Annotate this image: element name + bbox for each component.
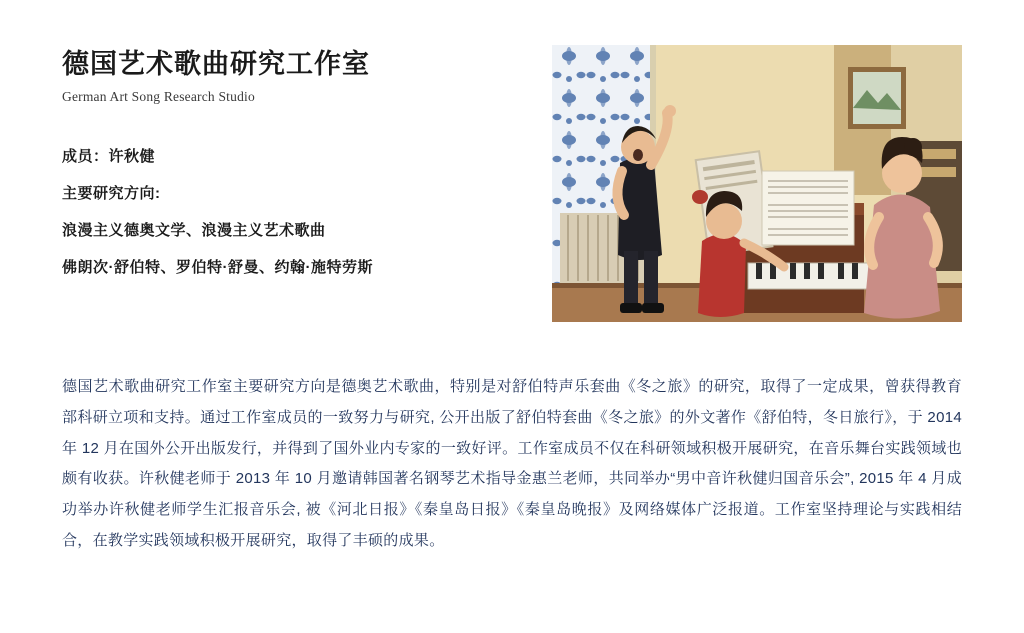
page-title: 德国艺术歌曲研究工作室 [62,49,370,79]
studio-photo-illustration [552,45,962,322]
meta-line-composers: 佛朗次·舒伯特、罗伯特·舒曼、约翰·施特劳斯 [62,258,373,276]
page-subtitle: German Art Song Research Studio [62,88,255,104]
meta-line-member: 成员：许秋健 [62,147,156,165]
meta-line-research-areas: 浪漫主义德奥文学、浪漫主义艺术歌曲 [62,221,326,239]
meta-line-research-heading: 主要研究方向: [62,184,161,202]
body-paragraph: 德国艺术歌曲研究工作室主要研究方向是德奥艺术歌曲，特别是对舒伯特声乐套曲《冬之旅》的研究，取得了一定成果，曾获得教育部科研立项和支持。通过工作室成员的一致努力与研究, 公开出版了舒伯特套曲《冬之旅》的外文著作《舒伯特，冬日旅行》，于 2014 年 12 月在国外公开出版发行，并得到了国外业内专家的一致好评。工作室成员不仅在科研领域积极开展研究，在音乐舞台实践领域也颇有收获。许秋健老师于 2013 年 10 月邀请韩国著名钢琴艺术指导金惠兰老师，共同举办“男中音许秋健归国音乐会”, 2015 年 4 月成功举办许秋健老师学生汇报音乐会, 被《河北日报》《秦皇岛日报》《秦皇岛晚报》及网络媒体广泛报道。工作室坚持理论与实践相结合，在教学实践领域积极开展研究，取得了丰硕的成果。 [62,378,962,549]
header-block [62,48,522,277]
studio-photo [552,45,962,322]
studio-meta [62,148,522,277]
